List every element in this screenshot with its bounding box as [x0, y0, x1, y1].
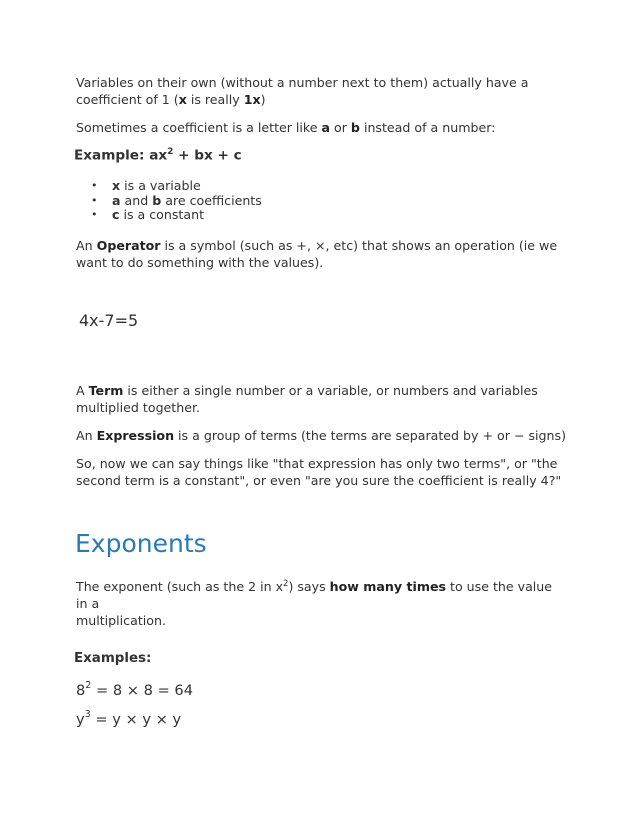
text-span: instead of a number: [359, 120, 496, 135]
text-span: ) [260, 92, 266, 107]
bold-term: c [112, 207, 120, 223]
bold-how-many-times: how many times [329, 579, 446, 595]
text-line: want to do something with the values). [76, 255, 324, 270]
bullet-list [76, 179, 262, 223]
bold-operator: Operator [96, 238, 161, 253]
operator-paragraph [76, 237, 566, 271]
text-span: is a group of terms (the terms are separated by + or − signs) [174, 428, 566, 443]
text-span: An [76, 428, 97, 443]
text-line: second term is a constant", or even "are you sure the coefficient is really 4?" [76, 473, 562, 488]
item-text: are coefficients [161, 192, 262, 208]
expr-superscript: 2 [167, 147, 174, 157]
equation: 4x-7=5 [79, 311, 139, 330]
superscript: 2 [283, 579, 289, 589]
item-text: is a constant [119, 207, 205, 223]
expression-paragraph [76, 427, 566, 444]
term-paragraph [76, 382, 566, 416]
text-span: Sometimes a coefficient is a letter like [76, 120, 322, 135]
so-paragraph [76, 455, 576, 489]
text-span: is a symbol (such as +, ×, etc) that shows an operation (ie we [160, 238, 558, 253]
list-item [76, 194, 262, 209]
expr-rest: = 8 × 8 = 64 [91, 681, 194, 699]
bold-a: a [321, 120, 331, 135]
base: y [76, 710, 85, 728]
bold-term: Term [88, 383, 124, 398]
text-span: ) says [288, 579, 330, 595]
example-2 [76, 710, 181, 728]
item-text: is a variable [120, 178, 201, 193]
example-label: Example: [74, 147, 145, 164]
superscript: 3 [84, 709, 91, 720]
text-line: multiplied together. [76, 400, 200, 415]
examples-heading: Examples: [74, 651, 152, 666]
exponents-heading: Exponents [75, 529, 207, 558]
bold-expression: Expression [96, 428, 175, 443]
text-span: An [76, 238, 97, 253]
item-text: and [120, 192, 153, 208]
text-line: So, now we can say things like "that expression has only two terms", or "the [76, 456, 558, 471]
letter-coefficient-paragraph [76, 119, 566, 136]
exponent-paragraph [76, 576, 566, 629]
text-line: Variables on their own (without a number next to them) actually have a [76, 75, 529, 90]
text-span: A [76, 383, 89, 398]
bold-x: x [178, 92, 187, 107]
list-item [76, 179, 262, 194]
text-span: coefficient of 1 ( [76, 92, 179, 107]
expr-part: ax [149, 147, 168, 164]
superscript: 2 [85, 680, 92, 691]
example-1 [76, 681, 193, 699]
expr-rest: = y × y × y [90, 710, 182, 728]
text-span: is really [186, 92, 244, 107]
text-line: multiplication. [76, 613, 166, 629]
text-span: to use the value in a [76, 579, 553, 612]
text-span: The exponent (such as the 2 in x [76, 579, 284, 595]
bold-term: a [112, 192, 121, 208]
example-heading [74, 147, 242, 164]
coefficient-paragraph [76, 74, 566, 108]
bold-1x: 1x [243, 92, 261, 107]
base: 8 [76, 681, 86, 699]
list-item [76, 208, 262, 223]
text-span: or [330, 120, 351, 135]
bold-term: x [112, 178, 121, 193]
expr-part: + bx + c [173, 147, 242, 164]
bold-b: b [350, 120, 360, 135]
bold-term: b [152, 192, 162, 208]
text-span: is either a single number or a variable, or numbers and variables [123, 383, 538, 398]
